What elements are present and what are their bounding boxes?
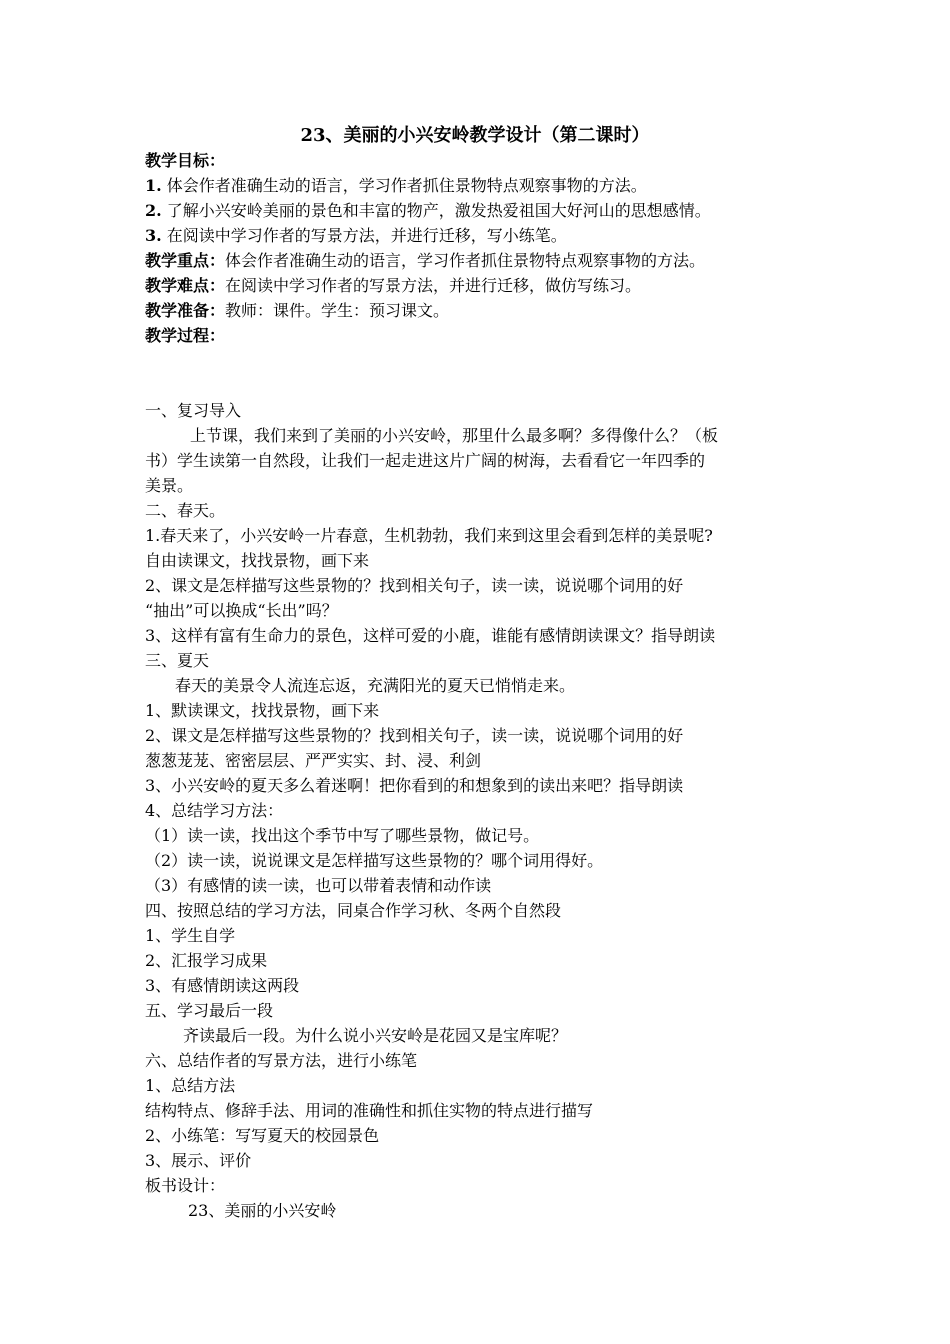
section-2-item-2-continued: “抽出”可以换成“长出”吗？ <box>145 601 338 620</box>
section-2-item-3: 3、这样有富有生命力的景色，这样可爱的小鹿，谁能有感情朗读课文？指导朗读 <box>145 626 716 645</box>
board-design-label: 板书设计： <box>145 1176 226 1195</box>
section-3-item-2: 2、课文是怎样描写这些景物的？找到相关句子，读一读，说说哪个词用的好 <box>145 726 684 745</box>
goal-3-number: 3. <box>145 226 162 245</box>
section-3-method-1: （1）读一读，找出这个季节中写了哪些景物，做记号。 <box>145 826 540 845</box>
key-point-label: 教学重点： <box>145 251 226 270</box>
section-4-item-2: 2、汇报学习成果 <box>145 951 268 970</box>
section-5-paragraph: 齐读最后一段。为什么说小兴安岭是花园又是宝库呢？ <box>183 1026 568 1045</box>
section-4-item-3: 3、有感情朗读这两段 <box>145 976 300 995</box>
section-3-method-2: （2）读一读，说说课文是怎样描写这些景物的？哪个词用得好。 <box>145 851 604 870</box>
key-point-text: 体会作者准确生动的语言，学习作者抓住景物特点观察事物的方法。 <box>225 251 706 270</box>
section-3-item-3: 3、小兴安岭的夏天多么着迷啊！把你看到的和想象到的读出来吧？指导朗读 <box>145 776 684 795</box>
section-2-title: 二、春天。 <box>145 501 226 520</box>
goal-2-number: 2. <box>145 201 162 220</box>
goal-1 <box>145 174 647 198</box>
section-6-item-2: 2、小练笔：写写夏天的校园景色 <box>145 1126 380 1145</box>
preparation <box>145 299 449 323</box>
section-3-intro: 春天的美景令人流连忘返，充满阳光的夏天已悄悄走来。 <box>175 676 576 695</box>
difficulty <box>145 274 641 298</box>
section-3-method-3: （3）有感情的读一读，也可以带着表情和动作读 <box>145 876 492 895</box>
goal-2-text: 了解小兴安岭美丽的景色和丰富的物产，激发热爱祖国大好河山的思想感情。 <box>161 201 711 220</box>
goals-label: 教学目标： <box>145 151 226 170</box>
section-6-item-1-detail: 结构特点、修辞手法、用词的准确性和抓住实物的特点进行描写 <box>145 1101 594 1120</box>
difficulty-text: 在阅读中学习作者的写景方法，并进行迁移，做仿写练习。 <box>225 276 642 295</box>
section-4-item-1: 1、学生自学 <box>145 926 236 945</box>
difficulty-label: 教学难点： <box>145 276 226 295</box>
preparation-label: 教学准备： <box>145 301 226 320</box>
preparation-text: 教师：课件。学生：预习课文。 <box>225 301 450 320</box>
section-1-paragraph-line-3: 美景。 <box>145 476 194 495</box>
key-point <box>145 249 705 273</box>
goal-1-number: 1. <box>145 176 162 195</box>
section-1-paragraph-line-1: 上节课，我们来到了美丽的小兴安岭，那里什么最多啊？多得像什么？（板 <box>190 426 719 445</box>
section-6-title: 六、总结作者的写景方法，进行小练笔 <box>145 1051 418 1070</box>
section-4-title: 四、按照总结的学习方法，同桌合作学习秋、冬两个自然段 <box>145 901 562 920</box>
section-3-item-4: 4、总结学习方法： <box>145 801 284 820</box>
goal-3 <box>145 224 567 248</box>
process-label: 教学过程： <box>145 326 226 345</box>
section-3-item-1: 1、默读课文，找找景物，画下来 <box>145 701 380 720</box>
goal-1-text: 体会作者准确生动的语言，学习作者抓住景物特点观察事物的方法。 <box>161 176 647 195</box>
board-design-title: 23、美丽的小兴安岭 <box>188 1201 337 1220</box>
section-6-item-1: 1、总结方法 <box>145 1076 236 1095</box>
section-2-item-1: 1.春天来了，小兴安岭一片春意，生机勃勃，我们来到这里会看到怎样的美景呢? <box>145 526 713 545</box>
section-3-title: 三、夏天 <box>145 651 210 670</box>
section-1-paragraph-line-2: 书）学生读第一自然段，让我们一起走进这片广阔的树海，去看看它一年四季的 <box>145 451 706 470</box>
section-2-item-2: 2、课文是怎样描写这些景物的？找到相关句子，读一读，说说哪个词用的好 <box>145 576 684 595</box>
section-5-title: 五、学习最后一段 <box>145 1001 274 1020</box>
goal-2 <box>145 199 711 223</box>
goal-3-text: 在阅读中学习作者的写景方法，并进行迁移，写小练笔。 <box>161 226 567 245</box>
section-3-words: 葱葱茏茏、密密层层、严严实实、封、浸、利剑 <box>145 751 482 770</box>
section-1-title: 一、复习导入 <box>145 401 242 420</box>
section-6-item-3: 3、展示、评价 <box>145 1151 252 1170</box>
section-2-item-1-continued: 自由读课文，找找景物，画下来 <box>145 551 370 570</box>
document-title: 23、美丽的小兴安岭教学设计（第二课时） <box>300 125 650 146</box>
